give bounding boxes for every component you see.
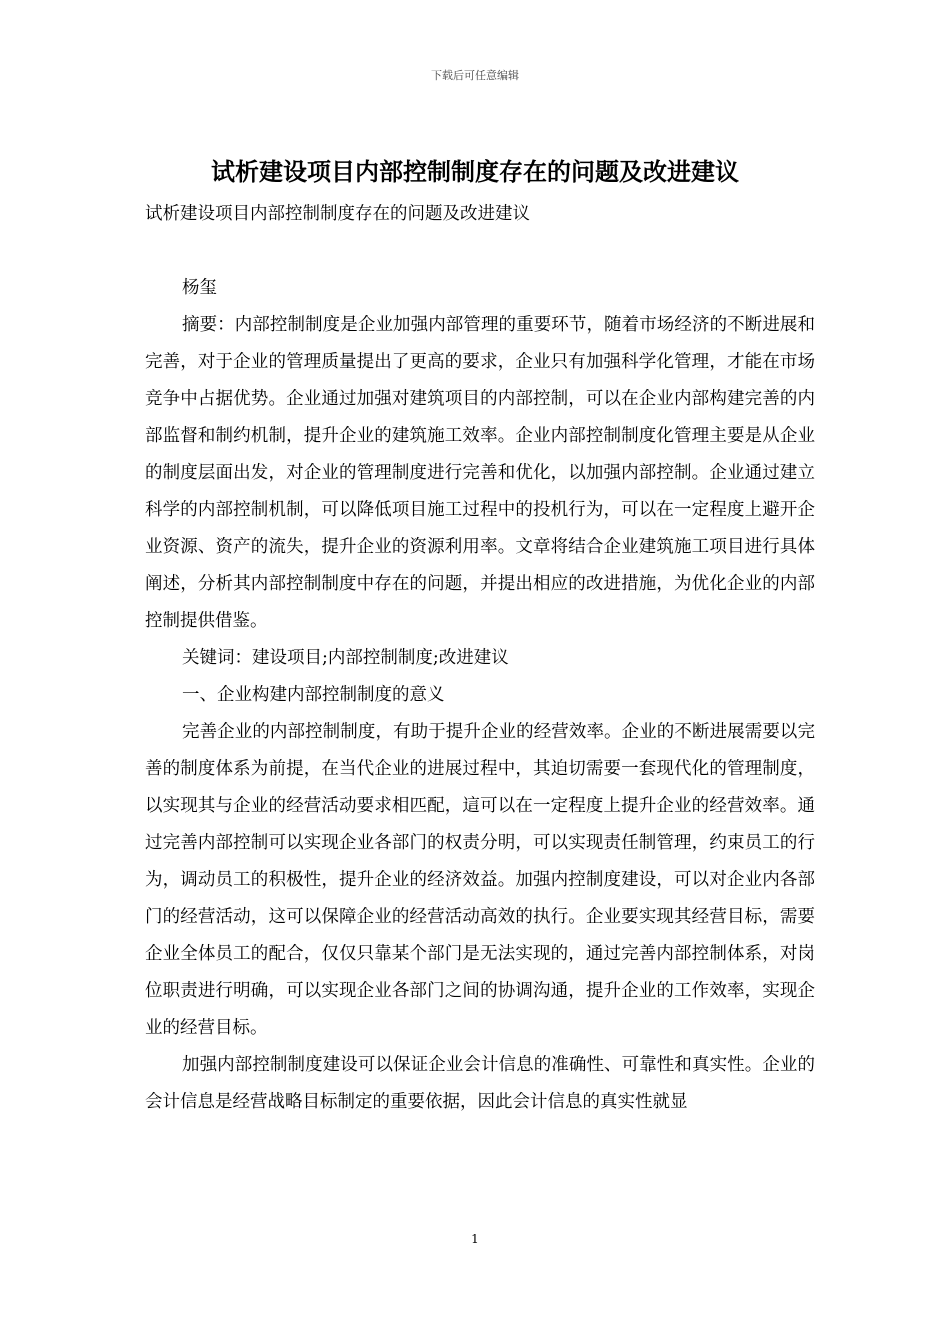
document-subtitle: 试析建设项目内部控制制度存在的问题及改进建议 bbox=[145, 204, 530, 224]
body-paragraph: 完善企业的内部控制制度，有助于提升企业的经营效率。企业的不断进展需要以完善的制度体系为前提，在当代企业的进展过程中，其迫切需要一套现代化的管理制度，以实现其与企业的经营活动要求相匹配，這可以在一定程度上提升企业的经营效率。通过完善内部控制可以实现企业各部门的权责分明，可以实现责任制管理，约束员工的行为，调动员工的积极性，提升企业的经济效益。加强内控制度建设，可以对企业内各部门的经营活动，这可以保障企业的经营活动高效的执行。企业要实现其经营目标，需要企业全体员工的配合，仅仅只靠某个部门是无法实现的，通过完善内部控制体系，对岗位职责进行明确，可以实现企业各部门之间的协调沟通，提升企业的工作效率，实现企业的经营目标。 bbox=[145, 722, 815, 1038]
abstract-paragraph: 摘要：内部控制制度是企业加强内部管理的重要环节，随着市场经济的不断进展和完善，对于企业的管理质量提出了更高的要求，企业只有加强科学化管理，才能在市场竞争中占据优势。企业通过加强对建筑项目的内部控制，可以在企业内部构建完善的内部监督和制约机制，提升企业的建筑施工效率。企业内部控制制度化管理主要是从企业的制度层面出发，对企业的管理制度进行完善和优化，以加强内部控制。企业通过建立科学的内部控制机制，可以降低项目施工过程中的投机行为，可以在一定程度上避开企业资源、资产的流失，提升企业的资源利用率。文章将结合企业建筑施工项目进行具体阐述，分析其内部控制制度中存在的问题，并提出相应的改进措施，为优化企业的内部控制提供借鉴。 bbox=[145, 315, 815, 631]
keywords-line: 关键词：建设项目;内部控制制度;改进建议 bbox=[182, 648, 509, 668]
section-heading: 一、企业构建内部控制制度的意义 bbox=[182, 685, 445, 705]
document-body bbox=[145, 307, 815, 1121]
body-paragraph: 加强内部控制制度建设可以保证企业会计信息的准确性、可靠性和真实性。企业的会计信息是经营战略目标制定的重要依据，因此会计信息的真实性就显 bbox=[145, 1055, 815, 1112]
page-number: 1 bbox=[471, 1232, 479, 1246]
header-note: 下载后可任意编辑 bbox=[431, 69, 519, 82]
document-title: 试析建设项目内部控制制度存在的问题及改进建议 bbox=[211, 157, 739, 186]
author-name: 杨玺 bbox=[182, 278, 217, 298]
